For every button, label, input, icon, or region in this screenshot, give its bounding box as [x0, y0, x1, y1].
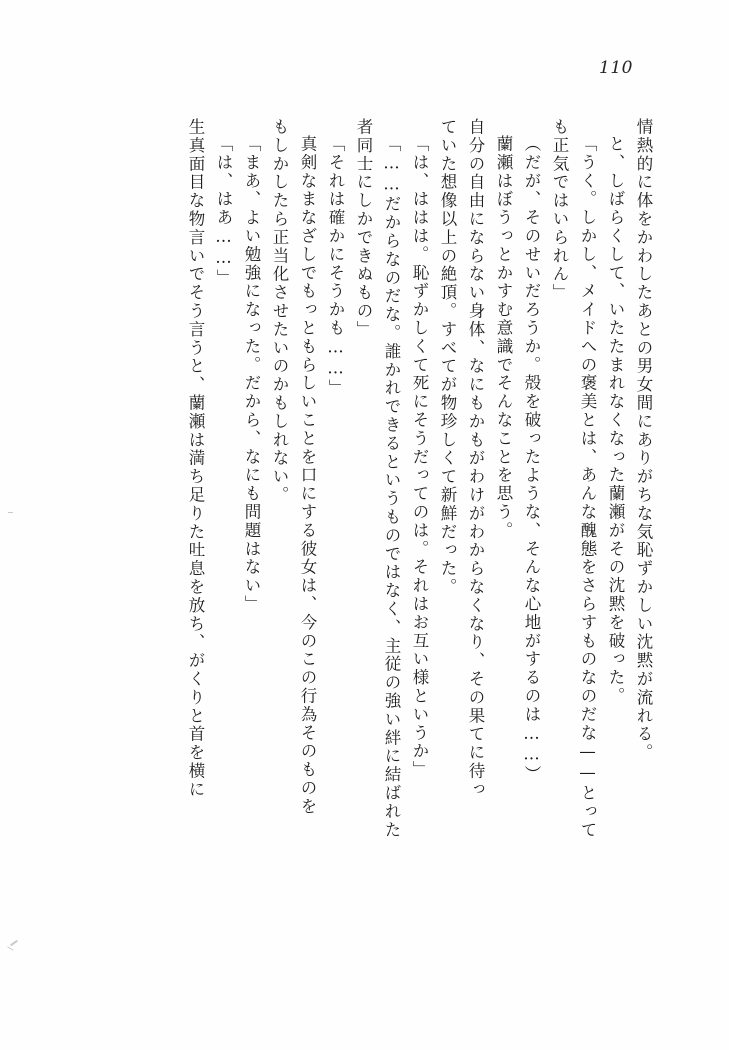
vertical-text-block — [70, 118, 651, 948]
text-column: と、しばらくして、いたたまれなくなった蘭瀬がその沈黙を破った。 — [606, 135, 625, 706]
text-column: ていた想像以上の絶頂。すべてが物珍しくて新鮮だった。 — [438, 118, 457, 597]
text-column: 自分の自由にならない身体、なにもかもがわけがわからなくなり、その果てに待っ — [466, 118, 485, 799]
text-column: 情熱的に体をかわしたあとの男女間にありがちな気恥ずかしい沈黙が流れる。 — [634, 118, 653, 762]
margin-mark-icon — [7, 946, 14, 950]
page-number: 110 — [599, 58, 633, 78]
text-column: 「うく。しかし、メイドへの褒美とは、あんな醜態をさらすものなのだな——とって — [578, 135, 597, 840]
text-column: 「は、はあ……」 — [214, 135, 233, 288]
margin-mark-icon — [10, 940, 18, 946]
text-column: 蘭瀬はぼうっとかすむ意識でそんなことを思う。 — [494, 135, 513, 540]
text-column: 「……だからなのだな。誰かれできるというものではなく、主従の強い絆に結ばれた — [382, 135, 401, 840]
text-column: 「まあ、よい勉強になった。だから、なにも問題はない」 — [242, 135, 261, 614]
text-column: も正気ではいられん」 — [550, 118, 569, 302]
text-column: 生真面目な物言いでそう言うと、蘭瀬は満ち足りた吐息を放ち、がくりと首を横に — [186, 118, 205, 799]
margin-mark-icon — [8, 512, 13, 513]
text-column: 「は、ははは。恥ずかしくて死にそうだってのは。それはお互い様というか」 — [410, 135, 429, 779]
text-column: （だが、そのせいだろうか。殻を破ったような、そんな心地がするのは……） — [522, 135, 541, 784]
text-column: 真剣なまなざしでもっともらしいことを口にする彼女は、今のこの行為そのものを — [298, 135, 317, 816]
text-column: 者同士にしかできぬもの」 — [354, 118, 373, 339]
text-column: 「それは確かにそうかも……」 — [326, 135, 345, 398]
text-column: もしかしたら正当化させたいのかもしれない。 — [270, 118, 289, 505]
